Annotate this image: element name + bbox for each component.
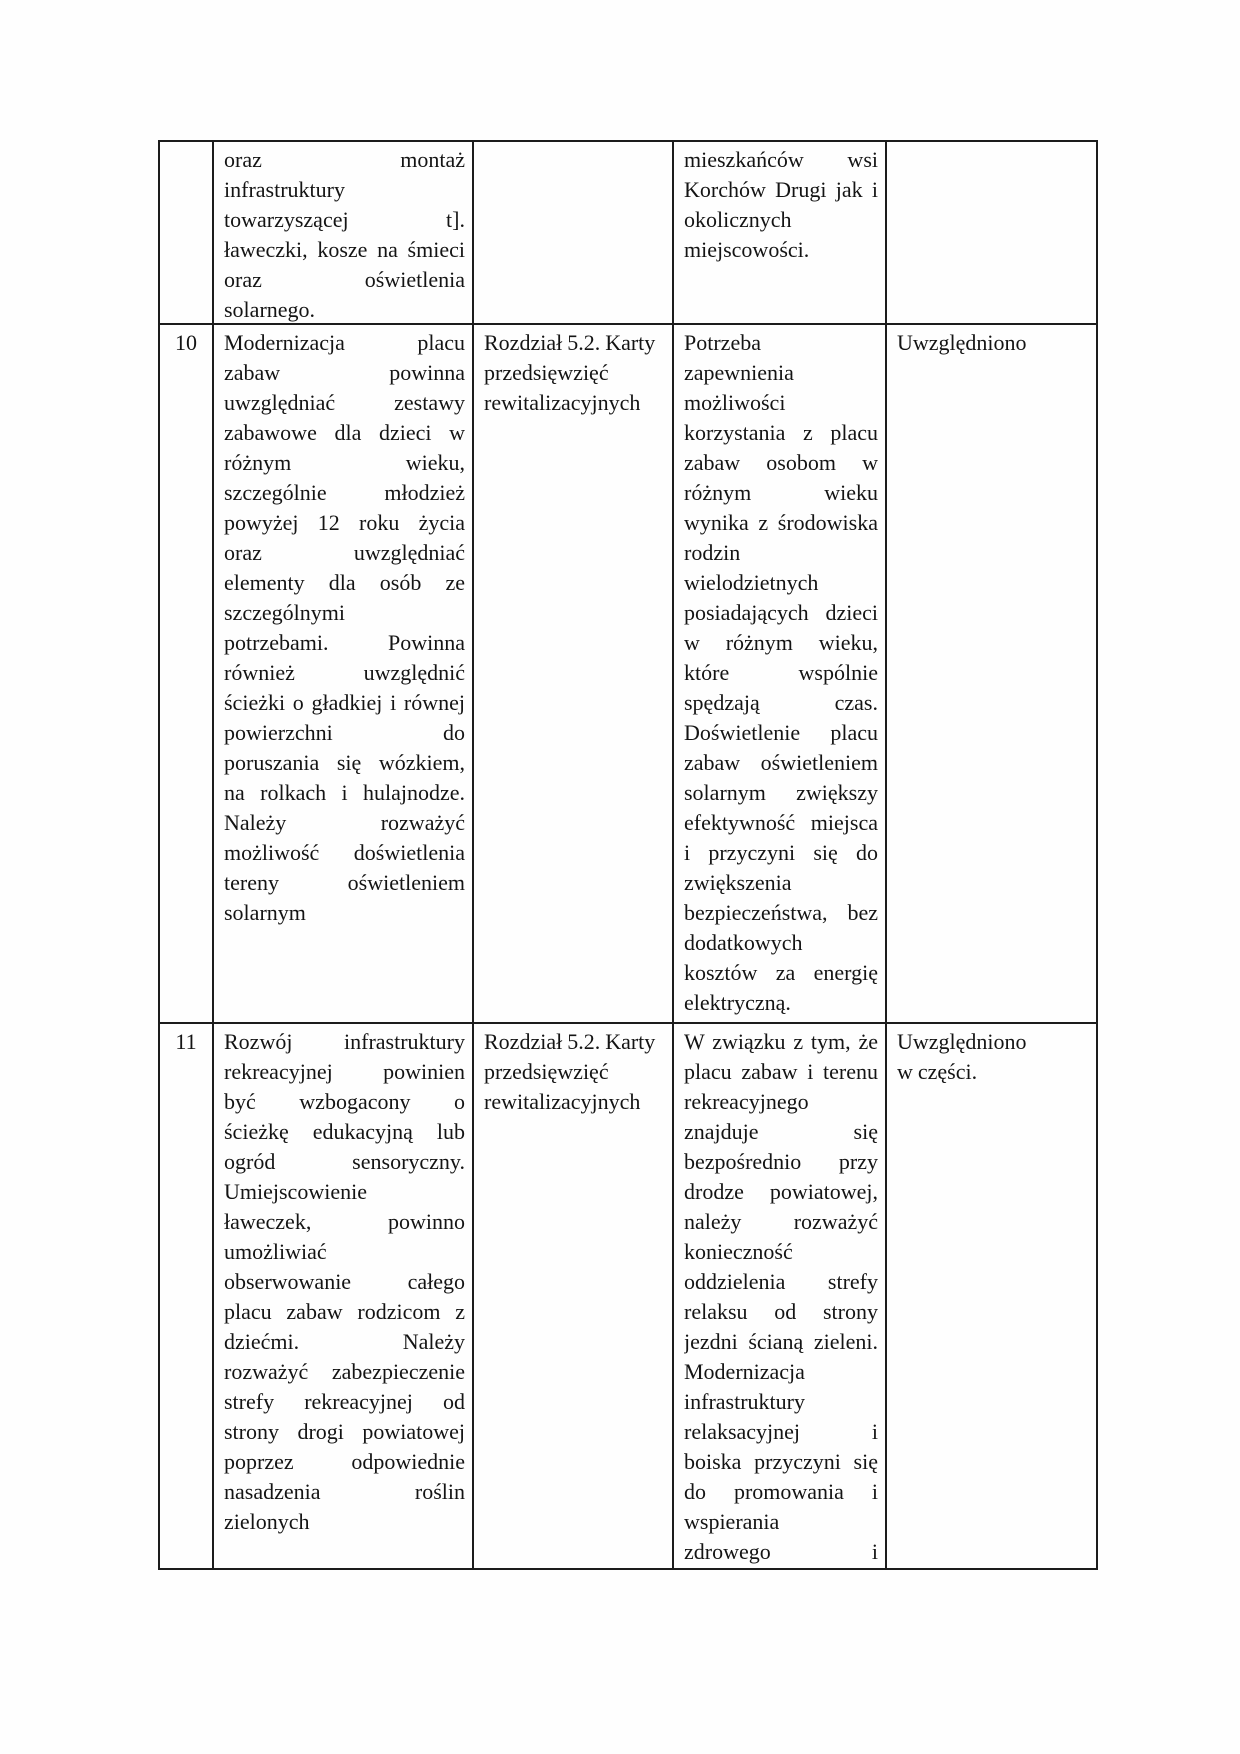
text-line: Należy rozważyć: [224, 810, 465, 835]
text-line: boiska przyczyni się: [684, 1449, 878, 1474]
justification-cell: [674, 1024, 887, 1568]
text-line: bezpośrednio przy: [684, 1149, 878, 1174]
text-line: towarzyszącej t].: [224, 207, 465, 232]
text-line: zabaw oświetleniem: [684, 750, 878, 775]
text-line: powierzchni do: [224, 720, 465, 745]
chapter-cell: [474, 142, 674, 325]
text-line: rewitalizacyjnych: [484, 1089, 641, 1114]
text-line: ogród sensoryczny.: [224, 1149, 465, 1174]
text-line: być wzbogacony o: [224, 1089, 465, 1114]
text-line: drodze powiatowej,: [684, 1179, 878, 1204]
text-line: Doświetlenie placu: [684, 720, 878, 745]
status-cell: [887, 325, 1096, 1024]
text-line: spędzają czas.: [684, 690, 878, 715]
text-line: miejscowości.: [684, 237, 810, 262]
text-line: możliwość doświetlenia: [224, 840, 465, 865]
text-line: dodatkowych: [684, 930, 803, 955]
text-line: posiadających dzieci: [684, 600, 878, 625]
text-line: tereny oświetleniem: [224, 870, 465, 895]
text-line: bezpieczeństwa, bez: [684, 900, 878, 925]
text-line: relaksu od strony: [684, 1299, 878, 1324]
text-line: Modernizacja: [684, 1359, 805, 1384]
text-line: w części.: [897, 1059, 978, 1084]
postulate-cell: [214, 325, 474, 1024]
text-line: potrzebami. Powinna: [224, 630, 465, 655]
status-cell: [887, 1024, 1096, 1568]
text-line: relaksacyjnej i: [684, 1419, 878, 1444]
text-line: korzystania z placu: [684, 420, 878, 445]
text-line: obserwowanie całego: [224, 1269, 465, 1294]
text-line: Modernizacja placu: [224, 330, 465, 355]
text-line: przedsięwzięć: [484, 360, 609, 385]
text-line: W związku z tym, że: [684, 1029, 878, 1054]
text-line: rekreacyjnego: [684, 1089, 809, 1114]
text-line: oraz uwzględniać: [224, 540, 465, 565]
text-line: kosztów za energię: [684, 960, 878, 985]
text-line: elektryczną.: [684, 990, 791, 1015]
text-line: zielonych: [224, 1509, 310, 1534]
text-line: solarnego.: [224, 297, 316, 322]
text-line: infrastruktury: [224, 177, 345, 202]
text-line: znajduje się: [684, 1119, 878, 1144]
text-line: różnym wieku,: [224, 450, 465, 475]
text-line: rekreacyjnej powinien: [224, 1059, 465, 1084]
text-line: ławeczek, powinno: [224, 1209, 465, 1234]
text-line: Uwzględniono: [897, 1029, 1027, 1054]
text-line: konieczność: [684, 1239, 793, 1264]
text-line: rodzin: [684, 540, 741, 565]
text-line: umożliwiać: [224, 1239, 327, 1264]
text-line: zdrowego i: [684, 1539, 878, 1564]
text-line: Rozdział 5.2. Karty: [484, 330, 656, 355]
text-line: mieszkańców wsi: [684, 147, 878, 172]
text-line: Rozdział 5.2. Karty: [484, 1029, 656, 1054]
text-line: zabawowe dla dzieci w: [224, 420, 465, 445]
text-line: przedsięwzięć: [484, 1059, 609, 1084]
chapter-cell: [474, 1024, 674, 1568]
text-line: poprzez odpowiednie: [224, 1449, 465, 1474]
text-line: wielodzietnych: [684, 570, 819, 595]
postulate-cell: [214, 1024, 474, 1568]
text-line: ścieżki o gładkiej i równej: [224, 690, 465, 715]
text-line: wspierania: [684, 1509, 780, 1534]
text-line: infrastruktury: [684, 1389, 805, 1414]
text-line: rozważyć zabezpieczenie: [224, 1359, 465, 1384]
comments-table: [158, 140, 1098, 1570]
row-number-cell: [160, 142, 214, 325]
text-line: szczególnymi: [224, 600, 345, 625]
text-line: możliwości: [684, 390, 786, 415]
text-line: w różnym wieku,: [684, 630, 878, 655]
text-line: należy rozważyć: [684, 1209, 878, 1234]
text-line: oddzielenia strefy: [684, 1269, 878, 1294]
text-line: okolicznych: [684, 207, 792, 232]
text-line: poruszania się wózkiem,: [224, 750, 465, 775]
text-line: efektywność miejsca: [684, 810, 878, 835]
row-number-cell: 11: [160, 1024, 214, 1568]
text-line: na rolkach i hulajnodze.: [224, 780, 465, 805]
text-line: zapewnienia: [684, 360, 794, 385]
text-line: Potrzeba: [684, 330, 761, 355]
text-line: placu zabaw i terenu: [684, 1059, 878, 1084]
text-line: solarnym zwiększy: [684, 780, 878, 805]
chapter-cell: [474, 325, 674, 1024]
text-line: do promowania i: [684, 1479, 878, 1504]
text-line: powyżej 12 roku życia: [224, 510, 465, 535]
text-line: zabaw osobom w: [684, 450, 878, 475]
justification-cell: [674, 325, 887, 1024]
text-line: uwzględniać zestawy: [224, 390, 465, 415]
text-line: wynika z środowiska: [684, 510, 878, 535]
text-line: nasadzenia roślin: [224, 1479, 465, 1504]
text-line: zabaw powinna: [224, 360, 465, 385]
text-line: różnym wieku: [684, 480, 878, 505]
text-line: jezdni ścianą zieleni.: [684, 1329, 878, 1354]
text-line: dziećmi. Należy: [224, 1329, 465, 1354]
text-line: również uwzględnić: [224, 660, 465, 685]
text-line: zwiększenia: [684, 870, 792, 895]
text-line: placu zabaw rodzicom z: [224, 1299, 465, 1324]
text-line: i przyczyni się do: [684, 840, 878, 865]
text-line: Korchów Drugi jak i: [684, 177, 878, 202]
text-line: solarnym: [224, 900, 306, 925]
text-line: elementy dla osób ze: [224, 570, 465, 595]
text-line: które wspólnie: [684, 660, 878, 685]
text-line: oraz montaż: [224, 147, 465, 172]
text-line: oraz oświetlenia: [224, 267, 465, 292]
text-line: strefy rekreacyjnej od: [224, 1389, 465, 1414]
postulate-cell: [214, 142, 474, 325]
text-line: szczególnie młodzież: [224, 480, 465, 505]
text-line: Rozwój infrastruktury: [224, 1029, 465, 1054]
row-number-cell: 10: [160, 325, 214, 1024]
text-line: Uwzględniono: [897, 330, 1027, 355]
justification-cell: [674, 142, 887, 325]
text-line: rewitalizacyjnych: [484, 390, 641, 415]
status-cell: [887, 142, 1096, 325]
text-line: ławeczki, kosze na śmieci: [224, 237, 465, 262]
text-line: Umiejscowienie: [224, 1179, 367, 1204]
text-line: strony drogi powiatowej: [224, 1419, 465, 1444]
text-line: ścieżkę edukacyjną lub: [224, 1119, 465, 1144]
